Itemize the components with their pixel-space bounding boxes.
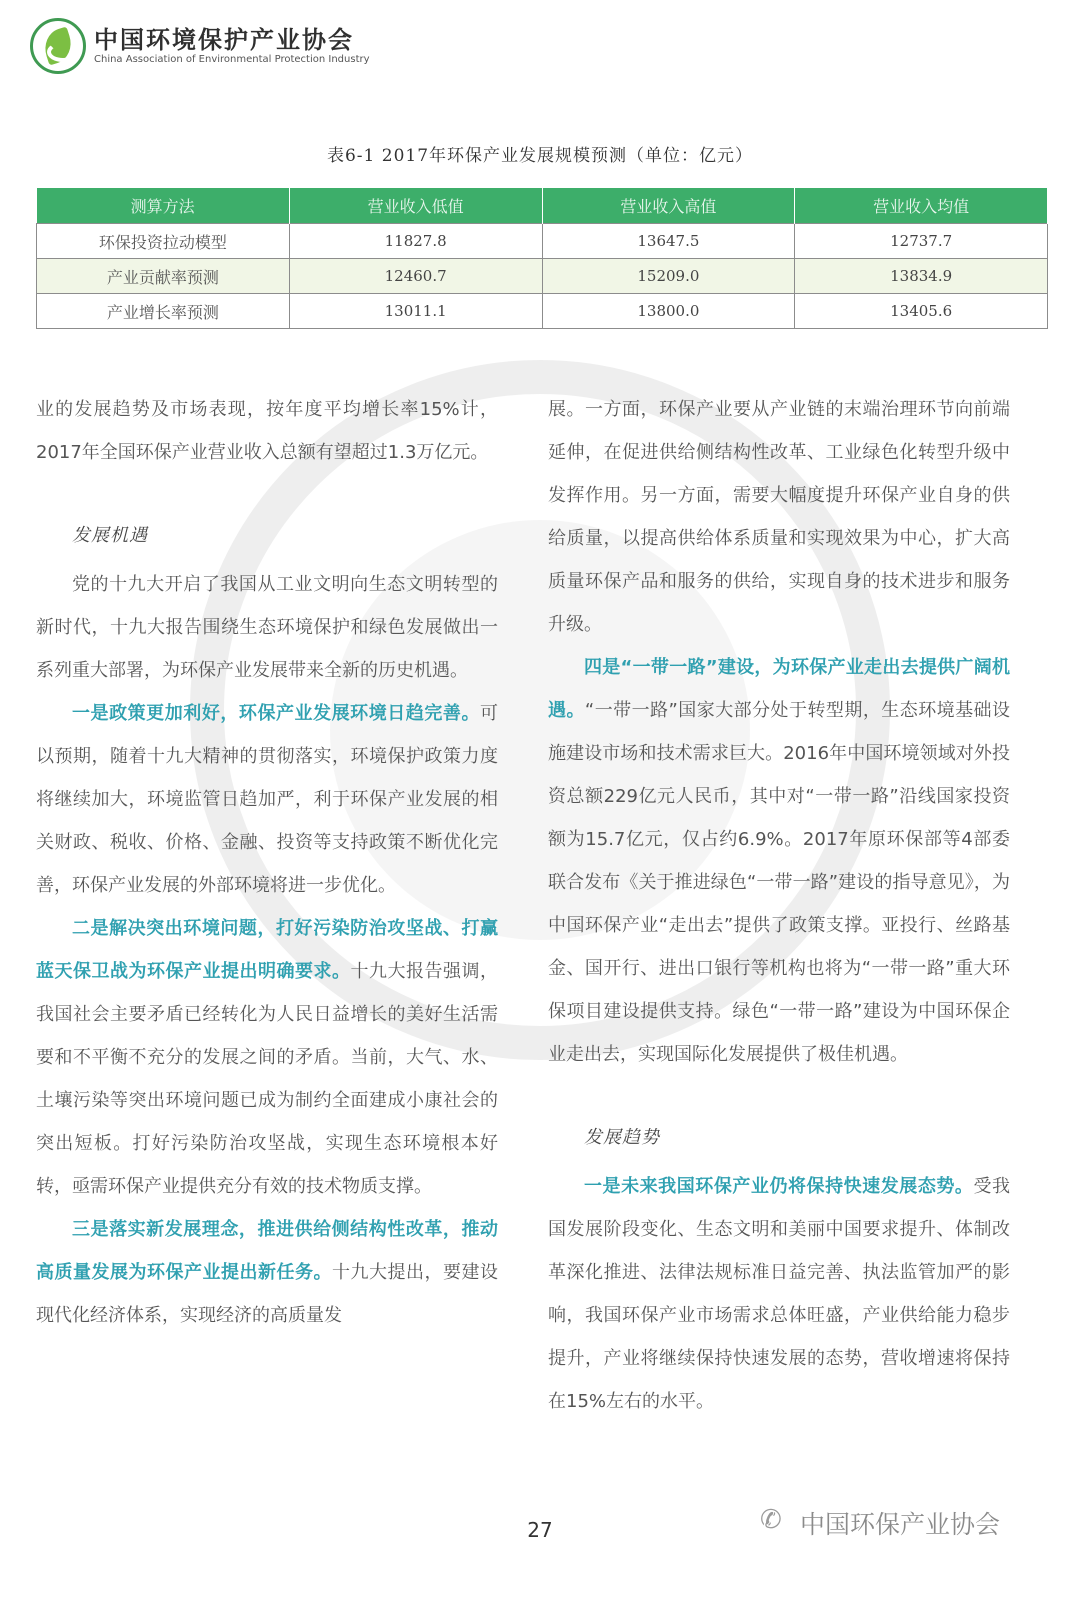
paragraph: 党的十九大开启了我国从工业文明向生态文明转型的新时代，十九大报告围绕生态环境保护和绿色发展做出一系列重大部署，为环保产业发展带来全新的历史机遇。 [36,574,498,681]
page-header [30,18,530,78]
table-cell: 11827.8 [289,224,542,259]
table-header-cell: 营业收入均值 [795,188,1048,224]
table-cell-method: 环保投资拉动模型 [37,224,290,259]
table-cell: 12737.7 [795,224,1048,259]
table-row [37,259,1048,294]
wechat-account-name: 中国环保产业协会 [800,1510,1001,1539]
table-cell: 12460.7 [289,259,542,294]
org-name-cn: 中国环境保护产业协会 [94,25,354,54]
section-heading-trends: 发展趋势 [584,1127,660,1148]
paragraph [36,1208,498,1337]
table-cell: 13800.0 [542,294,795,329]
table-cell-method: 产业贡献率预测 [37,259,290,294]
table-cell: 13011.1 [289,294,542,329]
left-column [36,388,498,1337]
table-cell: 15209.0 [542,259,795,294]
table-header-cell: 营业收入高值 [542,188,795,224]
table-row [37,224,1048,259]
paragraph [36,692,498,907]
org-name-en: China Association of Environmental Protection Industry [94,54,370,65]
forecast-table [36,188,1048,329]
paragraph-body: 十九大提出，要建设现代化经济体系，实现经济的高质量发 [36,1262,498,1326]
table-cell: 13405.6 [795,294,1048,329]
highlight-text: 一是未来我国环保产业仍将保持快速发展态势。 [584,1176,974,1197]
section-heading-opportunities: 发展机遇 [72,525,148,546]
paragraph [548,1165,1010,1423]
highlight-text: 三是落实新发展理念，推进供给侧结构性改革，推动高质量发展为环保产业提出新任务。 [36,1219,498,1283]
highlight-text: 四是“一带一路”建设，为环保产业走出去提供广阔机遇。 [548,657,1010,721]
table-cell-method: 产业增长率预测 [37,294,290,329]
caepi-logo-icon [30,18,86,74]
paragraph-body: 可以预期，随着十九大精神的贯彻落实，环境保护政策力度将继续加大，环境监管日趋加严，利于环保产业发展的相关财政、税收、价格、金融、投资等支持政策不断优化完善，环保产业发展的外部环境将进一步优化。 [36,703,498,896]
table-caption: 表6-1 2017年环保产业发展规模预测（单位：亿元） [326,146,754,166]
right-column [548,388,1010,1423]
paragraph-body: “一带一路”国家大部分处于转型期，生态环境基础设施建设市场和技术需求巨大。2016年中国环境领域对外投资总额229亿元人民币，其中对“一带一路”沿线国家投资额为15.7亿元，仅占约6.9%。2017年原环保部等4部委联合发布《关于推进绿色“一带一路”建设的指导意见》，为中国环保产业“走出去”提供了政策支撑。亚投行、丝路基金、国开行、进出口银行等机构也将为“一带一路”重大环保项目建设提供支持。绿色“一带一路”建设为中国环保企业走出去，实现国际化发展提供了极佳机遇。 [548,700,1011,1065]
table-row [37,294,1048,329]
wechat-icon: ✆ [760,1505,782,1535]
highlight-text: 二是解决突出环境问题，打好污染防治攻坚战、打赢蓝天保卫战为环保产业提出明确要求。 [36,918,498,982]
page-number: 27 [527,1518,553,1542]
paragraph: 展。一方面，环保产业要从产业链的末端治理环节向前端延伸，在促进供给侧结构性改革、工业绿色化转型升级中发挥作用。另一方面，需要大幅度提升环保产业自身的供给质量，以提高供给体系质量和实现效果为中心，扩大高质量环保产品和服务的供给，实现自身的技术进步和服务升级。 [548,399,1010,635]
paragraph [548,646,1010,1076]
paragraph-body: 受我国发展阶段变化、生态文明和美丽中国要求提升、体制改革深化推进、法律法规标准日益完善、执法监管加严的影响，我国环保产业市场需求总体旺盛，产业供给能力稳步提升，产业将继续保持快速发展的态势，营收增速将保持在15%左右的水平。 [548,1176,1010,1412]
paragraph [36,907,498,1208]
paragraph-body: 十九大报告强调，我国社会主要矛盾已经转化为人民日益增长的美好生活需要和不平衡不充分的发展之间的矛盾。当前，大气、水、土壤污染等突出环境问题已成为制约全面建成小康社会的突出短板。打好污染防治攻坚战，实现生态环境根本好转，亟需环保产业提供充分有效的技术物质支撑。 [36,961,498,1197]
highlight-text: 一是政策更加利好，环保产业发展环境日趋完善。 [72,703,480,724]
table-cell: 13647.5 [542,224,795,259]
table-header-cell: 测算方法 [37,188,290,224]
table-header-row [37,188,1048,224]
table-header-cell: 营业收入低值 [289,188,542,224]
paragraph: 业的发展趋势及市场表现，按年度平均增长率15%计，2017年全国环保产业营业收入总额有望超过1.3万亿元。 [36,399,498,463]
table-cell: 13834.9 [795,259,1048,294]
